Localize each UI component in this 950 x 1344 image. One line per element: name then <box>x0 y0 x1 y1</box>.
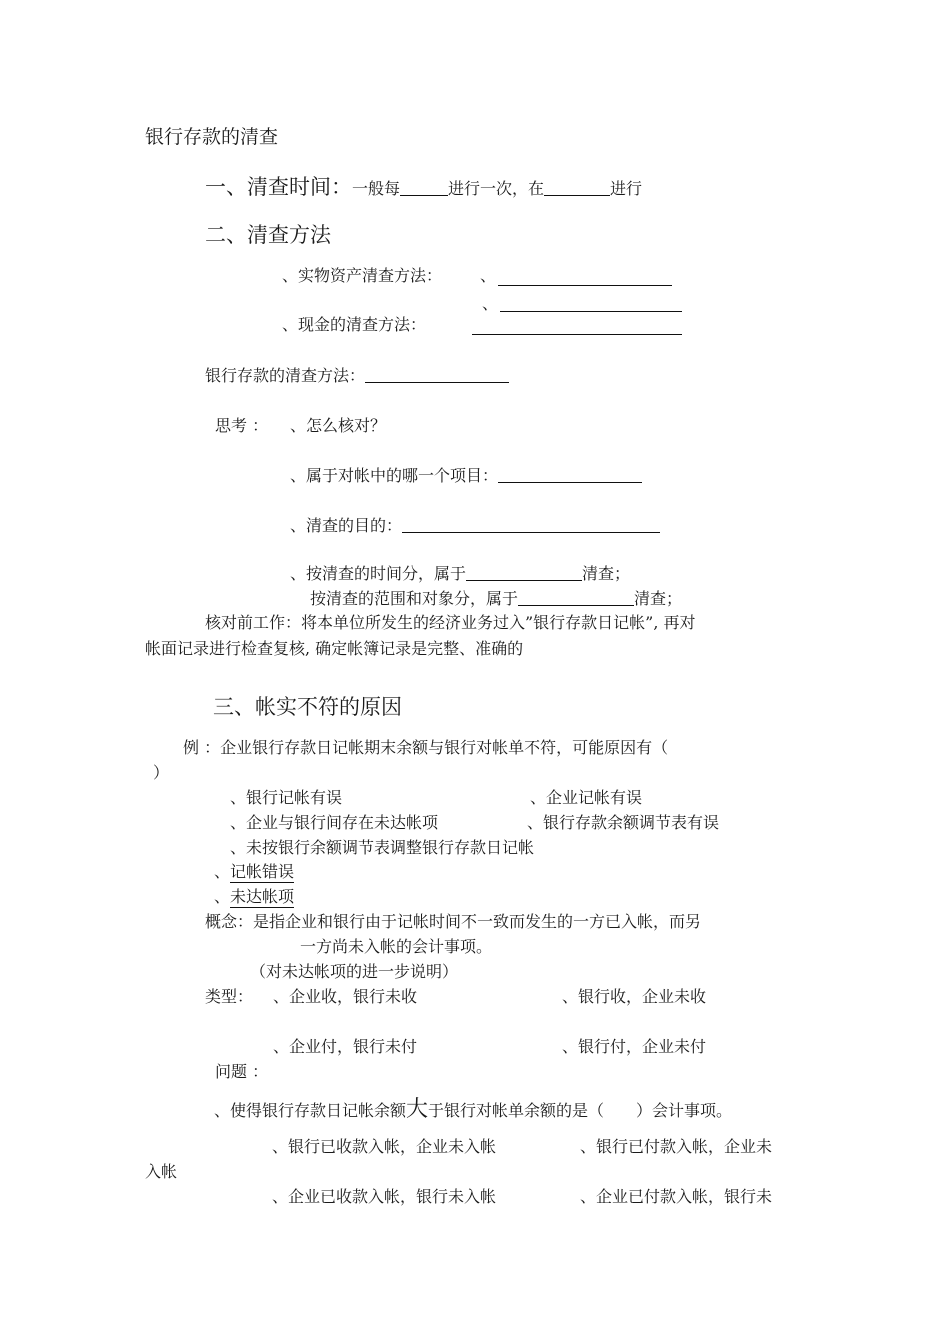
type-3: 、企业付，银行未付 <box>273 1037 418 1056</box>
section1-text-b: 进行一次，在 <box>448 179 545 198</box>
type-1: 、企业收，银行未收 <box>273 987 418 1006</box>
think-q4b-end: 清查； <box>634 589 683 608</box>
physical-sep-2: 、 <box>482 294 499 313</box>
section2-heading: 二、清查方法 <box>205 223 331 247</box>
example-line-2: ） <box>153 763 170 782</box>
think-q4a: 、按清查的时间分，属于 <box>290 564 467 583</box>
answer-2: 、银行已付款入帐，企业未 <box>580 1137 773 1156</box>
bank-method-line <box>205 366 509 386</box>
answer-2-continued: 入帐 <box>145 1162 178 1181</box>
problem-label: 问题 ： <box>215 1062 269 1081</box>
problem-text-b: 于银行对帐单余额的是（ ）会计事项。 <box>428 1101 733 1120</box>
pre-work-line-2: 帐面记录进行检查复核, 确定帐簿记录是完整、准确的 <box>145 639 524 658</box>
further-note: （对未达帐项的进一步说明） <box>250 962 459 981</box>
physical-sep-1: 、 <box>480 266 497 285</box>
option-1: 、银行记帐有误 <box>230 788 343 807</box>
section3-heading: 三、帐实不符的原因 <box>213 695 402 719</box>
problem-text-a: 、使得银行存款日记帐余额 <box>214 1101 407 1120</box>
blank-physical-method-2 <box>500 311 682 312</box>
blank-q3 <box>402 516 660 533</box>
think-q2: 、属于对帐中的哪一个项目： <box>290 466 499 485</box>
blank-q4b <box>518 589 634 606</box>
problem-line <box>214 1097 733 1122</box>
blank-frequency <box>400 179 448 196</box>
section1-line <box>205 174 642 200</box>
option-3: 、企业与银行间存在未达帐项 <box>230 813 439 832</box>
answer-3: 、企业已收款入帐，银行未入帐 <box>272 1187 497 1206</box>
pre-work-line-1: 核对前工作：将本单位所发生的经济业务过入”银行存款日记帐”, 再对 <box>205 613 696 632</box>
problem-big-char: 大 <box>406 1097 429 1122</box>
document-title: 银行存款的清查 <box>145 126 279 148</box>
think-q1: 、怎么核对？ <box>290 416 387 435</box>
section1-text-c: 进行 <box>610 179 643 198</box>
think-label: 思考 ： <box>215 416 269 435</box>
types-label: 类型： <box>205 987 254 1006</box>
reason-item-2-prefix: 、 <box>214 887 231 906</box>
reason-item-1-prefix: 、 <box>214 862 231 881</box>
blank-bank-method <box>365 366 509 383</box>
answer-4: 、企业已付款入帐，银行未 <box>580 1187 773 1206</box>
blank-physical-method-1 <box>498 285 672 286</box>
cash-label: 、现金的清查方法： <box>282 315 427 334</box>
answer-1: 、银行已收款入帐，企业未入帐 <box>272 1137 497 1156</box>
think-q4b-line <box>310 589 682 609</box>
option-2: 、企业记帐有误 <box>530 788 643 807</box>
section1-heading: 一、清查时间： <box>205 175 352 199</box>
blank-timing <box>544 179 610 196</box>
option-4: 、银行存款余额调节表有误 <box>527 813 720 832</box>
think-q2-line <box>290 466 642 486</box>
blank-cash-method <box>472 334 682 335</box>
think-q4a-end: 清查； <box>582 564 631 583</box>
type-4: 、银行付，企业未付 <box>562 1037 707 1056</box>
reason-item-2-text: 未达帐项 <box>230 887 295 906</box>
reason-item-2 <box>214 887 294 907</box>
reason-item-1 <box>214 862 294 882</box>
blank-q2 <box>498 466 642 483</box>
blank-q4a <box>466 564 582 581</box>
bank-method-label: 银行存款的清查方法： <box>205 366 366 385</box>
concept-line-1: 概念：是指企业和银行由于记帐时间不一致而发生的一方已入帐，而另 <box>205 912 702 931</box>
think-q3-line <box>290 516 660 536</box>
physical-label: 、实物资产清查方法： <box>282 266 443 285</box>
think-q3: 、清查的目的： <box>290 516 403 535</box>
example-line-1: 例 ：企业银行存款日记帐期末余额与银行对帐单不符，可能原因有（ <box>183 738 669 757</box>
reason-item-1-text: 记帐错误 <box>230 862 295 881</box>
concept-line-2: 一方尚未入帐的会计事项。 <box>300 937 493 956</box>
option-5: 、未按银行余额调节表调整银行存款日记帐 <box>230 838 535 857</box>
think-q4a-line <box>290 564 630 584</box>
type-2: 、银行收，企业未收 <box>562 987 707 1006</box>
section1-text-a: 一般每 <box>352 179 401 198</box>
think-q4b: 按清查的范围和对象分，属于 <box>310 589 519 608</box>
